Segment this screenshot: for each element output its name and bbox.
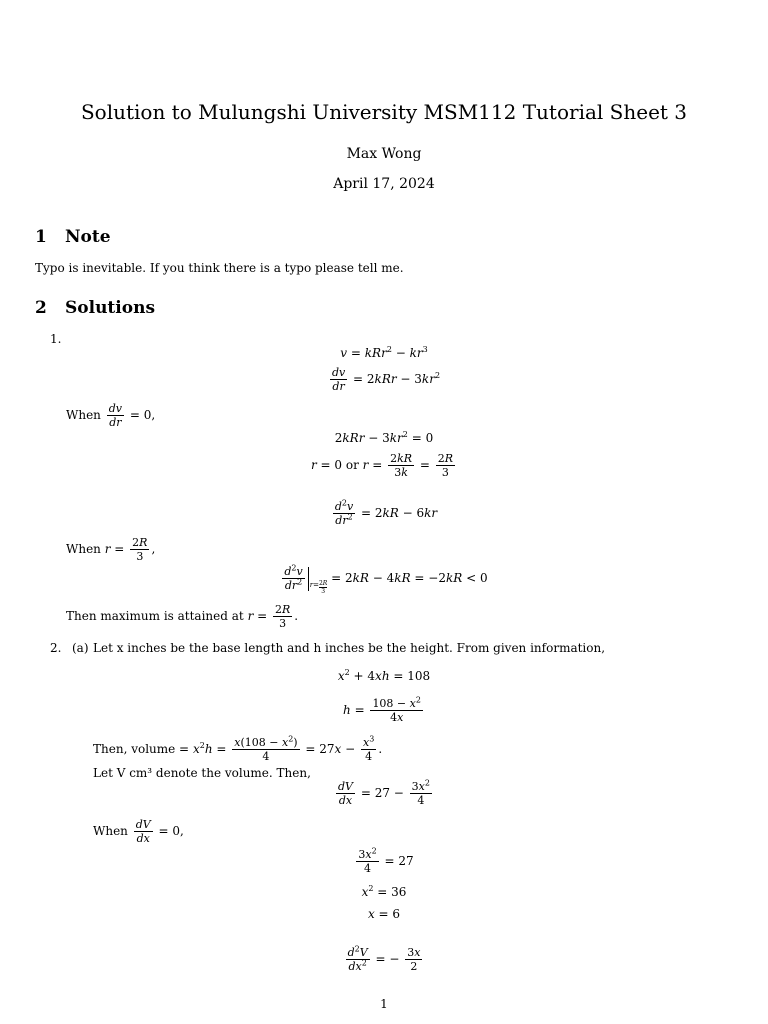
problem-2a-intro: Let x inches be the base length and h inches be the height. From given information, [93, 641, 606, 655]
note-text: Typo is inevitable. If you think there is a typo please tell me. [35, 261, 404, 275]
let-v-text: Let V cm³ denote the volume. Then, [93, 766, 311, 780]
equation: $x^2 + 4xh = 108$ [337, 668, 431, 683]
equation: $\frac{3x^2}{4}$ = 27 [358, 846, 414, 875]
author-name: Max Wong [346, 146, 422, 162]
section-heading-note [35, 227, 111, 247]
equation: x = 6 [367, 907, 401, 921]
text-line: When $\frac{dV}{dx}$ = 0, [93, 818, 184, 845]
equation: $2kRr - 3kr^2 = 0$ [334, 430, 434, 445]
paper-title: Solution to Mulungshi University MSM112 Tutorial Sheet 3 [80, 100, 688, 124]
then-volume-text: Then, volume = [93, 742, 190, 756]
equation: $\frac{dv}{dr}$ = $2kRr - 3kr^2$ [331, 366, 441, 393]
text-line: Then maximum is attained at r = $\frac{2R}{3}$ . [66, 603, 299, 630]
page-number: 1 [380, 997, 388, 1011]
section-title: Note [65, 227, 111, 247]
equation: $\frac{dV}{dx}$ = 27 − $\frac{3x^2}{4}$ [338, 778, 430, 807]
equation: h = $\frac{108 - x^2}{4x}$ [343, 695, 421, 724]
then-max-text: Then maximum is attained at [66, 609, 244, 623]
equation: $v = kRr^2 - kr^3$ [340, 345, 428, 360]
section-number: 2 [35, 298, 47, 318]
section-title: Solutions [65, 298, 156, 318]
part-a-label: (a) [72, 641, 89, 655]
problem-1-label: 1. [50, 332, 62, 346]
when-text: When [93, 824, 128, 838]
text-line: When $\frac{dv}{dr}$ = 0, [66, 402, 156, 429]
when-text: When [66, 408, 101, 422]
equation: $x^2 = 36$ [361, 884, 407, 899]
equation: $\frac{d^2v}{dr^2}$ $_{r= \frac{2R}{3}}$ = 2kR − 4kR = −2kR < 0 [284, 563, 488, 595]
equation: $\frac{d^2v}{dr^2}$ = 2kR − 6kr [334, 498, 438, 527]
equation: $\frac{d^2V}{dx^2}$ = − $\frac{3x}{2}$ [347, 944, 421, 973]
equation: r = 0 or r = $\frac{2kR}{3k}$ = $\frac{2R}{3}$ [310, 452, 454, 479]
when-text: When [66, 542, 101, 556]
section-heading-solutions [35, 298, 155, 318]
paper-date: April 17, 2024 [333, 176, 435, 192]
text-line: Then, volume = $x^2h$ = $\frac{x(108 - x^2)}{4}$ = 27x − $\frac{x^3}{4}$ . [93, 734, 383, 763]
when-tail: = 0, [129, 408, 156, 422]
section-number: 1 [35, 227, 47, 247]
problem-2-label: 2. [50, 641, 62, 655]
or-word: or [345, 458, 359, 472]
text-line: When r = $\frac{2R}{3}$ , [66, 536, 156, 563]
